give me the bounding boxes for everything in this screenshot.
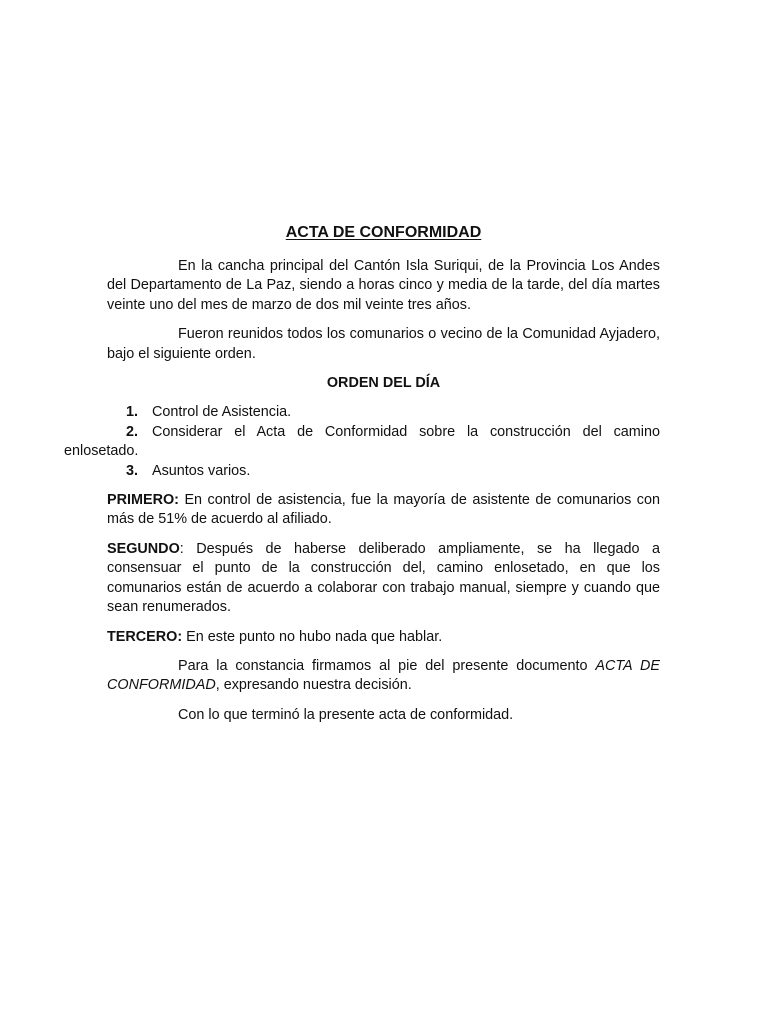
constancia-post: , expresando nuestra decisión. — [215, 677, 412, 694]
document-page — [64, 222, 660, 735]
constancia-paragraph — [107, 657, 660, 696]
agenda-item — [19, 423, 660, 462]
primero-label: PRIMERO: — [107, 492, 179, 509]
primero-text: En control de asistencia, fue la mayoría de asistente de comunarios con más de 51% de acuerdo al afiliado. — [107, 492, 660, 528]
document-title: ACTA DE CONFORMIDAD — [285, 224, 482, 241]
agenda-item-number: 3. — [126, 462, 139, 479]
agenda-title: ORDEN DEL DÍA — [326, 375, 441, 392]
closing-paragraph: Con lo que terminó la presente acta de conformidad. — [178, 706, 514, 723]
intro-paragraph-2: Fueron reunidos todos los comunarios o vecino de la Comunidad Ayjadero, bajo el siguiente orden. — [107, 326, 660, 362]
agenda-item-number: 2. — [126, 423, 139, 440]
tercero-text: En este punto no hubo nada que hablar. — [182, 628, 443, 645]
tercero-label: TERCERO: — [107, 628, 183, 645]
agenda-item-text: Asuntos varios. — [152, 462, 251, 479]
agenda-item — [19, 462, 660, 481]
segundo-label: SEGUNDO — [107, 540, 180, 557]
segundo-text: : Después de haberse deliberado ampliamente, se ha llegado a consensuar el punto de la construcción del, camino enlosetado, en que los comunarios están de acuerdo a colaborar con trabajo manual, siempre y cuando que sean renumerados. — [107, 540, 660, 616]
constancia-emphasis: ACTA DE CONFORMIDAD — [107, 657, 660, 694]
agenda-item-text: Control de Asistencia. — [152, 404, 292, 421]
intro-paragraph-1: En la cancha principal del Cantón Isla Suriqui, de la Provincia Los Andes del Departamento de La Paz, siendo a horas cinco y media de la tarde, del día martes veinte uno del mes de marzo de dos mil veinte tres años. — [107, 258, 660, 313]
segundo-paragraph — [107, 540, 660, 618]
agenda-item-text: Considerar el Acta de Conformidad sobre la construcción del camino enlosetado. — [64, 423, 660, 460]
agenda-item — [19, 403, 660, 422]
agenda-list — [64, 403, 660, 481]
constancia-pre: Para la constancia firmamos al pie del presente documento — [178, 657, 596, 674]
tercero-paragraph — [107, 628, 660, 647]
primero-paragraph — [107, 491, 660, 530]
agenda-item-number: 1. — [126, 404, 139, 421]
